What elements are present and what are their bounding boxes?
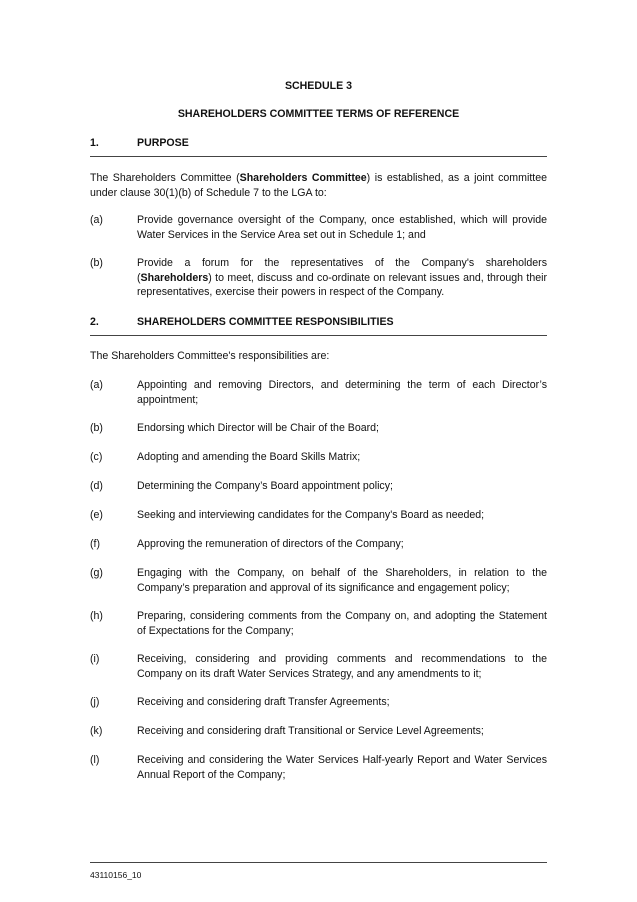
footer-document-reference: 43110156_10 (90, 870, 142, 880)
item-marker: (i) (90, 653, 100, 665)
defined-term: Shareholders (140, 271, 209, 284)
item-text: Approving the remuneration of directors of the Company; (137, 538, 404, 550)
item-text: Seeking and interviewing candidates for the Company's Board as needed; (137, 509, 485, 521)
item-text: Provide governance oversight of the Company, once established, which will provide Water Services in the Service Area set out in Schedule 1; and (137, 214, 547, 241)
footer-divider (90, 862, 547, 863)
list-item (90, 753, 547, 782)
list-item (90, 421, 547, 436)
list-item (90, 213, 547, 242)
list-item (90, 537, 547, 552)
list-item (90, 566, 547, 595)
list-item (90, 378, 547, 407)
item-text: Appointing and removing Directors, and determining the term of each Director’s appointment; (137, 379, 547, 406)
list-item (90, 256, 547, 300)
section-2-intro: The Shareholders Committee's responsibilities are: (90, 350, 330, 362)
item-text: Determining the Company’s Board appointment policy; (137, 480, 393, 492)
item-text: Provide a forum for the representatives of the Company's shareholders (Shareholders) to meet, discuss and co-ordinate on relevant issues and, through their representatives, exercise their powers in respect of the Company. (137, 257, 547, 298)
item-text: Adopting and amending the Board Skills Matrix; (137, 451, 361, 463)
list-item (90, 695, 547, 710)
schedule-title: SCHEDULE 3 (284, 80, 353, 92)
item-text: Receiving and considering draft Transitional or Service Level Agreements; (137, 725, 484, 737)
list-item (90, 450, 547, 465)
item-marker: (j) (90, 696, 100, 708)
item-marker: (h) (90, 610, 103, 622)
item-marker: (b) (90, 422, 103, 434)
list-item (90, 479, 547, 494)
item-marker: (e) (90, 509, 103, 521)
document-title: SHAREHOLDERS COMMITTEE TERMS OF REFERENCE (177, 108, 460, 120)
item-marker: (k) (90, 725, 103, 737)
section-number: 1. (90, 137, 99, 149)
section-1-heading (90, 136, 547, 157)
item-text: Receiving and considering the Water Services Half-yearly Report and Water Services Annual Report of the Company; (137, 754, 547, 781)
list-item (90, 508, 547, 523)
list-item (90, 724, 547, 739)
item-marker: (d) (90, 480, 103, 492)
item-marker: (c) (90, 451, 103, 463)
section-1-intro: The Shareholders Committee (Shareholders Committee) is established, as a joint committee under clause 30(1)(b) of Schedule 7 to the LGA to: (90, 172, 547, 199)
list-item (90, 609, 547, 638)
item-marker: (a) (90, 379, 103, 391)
list-item (90, 652, 547, 681)
item-marker: (b) (90, 257, 103, 269)
item-text: Preparing, considering comments from the Company on, and adopting the Statement of Expectations for the Company; (137, 610, 547, 637)
section-title: SHAREHOLDERS COMMITTEE RESPONSIBILITIES (137, 316, 394, 328)
item-text: Receiving, considering and providing comments and recommendations to the Company on its draft Water Services Strategy, and any amendments to it; (137, 653, 547, 680)
section-title: PURPOSE (137, 137, 189, 149)
item-text: Receiving and considering draft Transfer Agreements; (137, 696, 390, 708)
item-marker: (g) (90, 567, 103, 579)
item-text: Endorsing which Director will be Chair of the Board; (137, 422, 380, 434)
item-text: Engaging with the Company, on behalf of the Shareholders, in relation to the Company’s preparation and approval of its significance and engagement policy; (137, 567, 547, 594)
item-marker: (f) (90, 538, 100, 550)
item-marker: (l) (90, 754, 100, 766)
item-marker: (a) (90, 214, 103, 226)
defined-term: Shareholders Committee (239, 172, 367, 184)
section-number: 2. (90, 316, 99, 328)
section-2-heading (90, 315, 547, 336)
